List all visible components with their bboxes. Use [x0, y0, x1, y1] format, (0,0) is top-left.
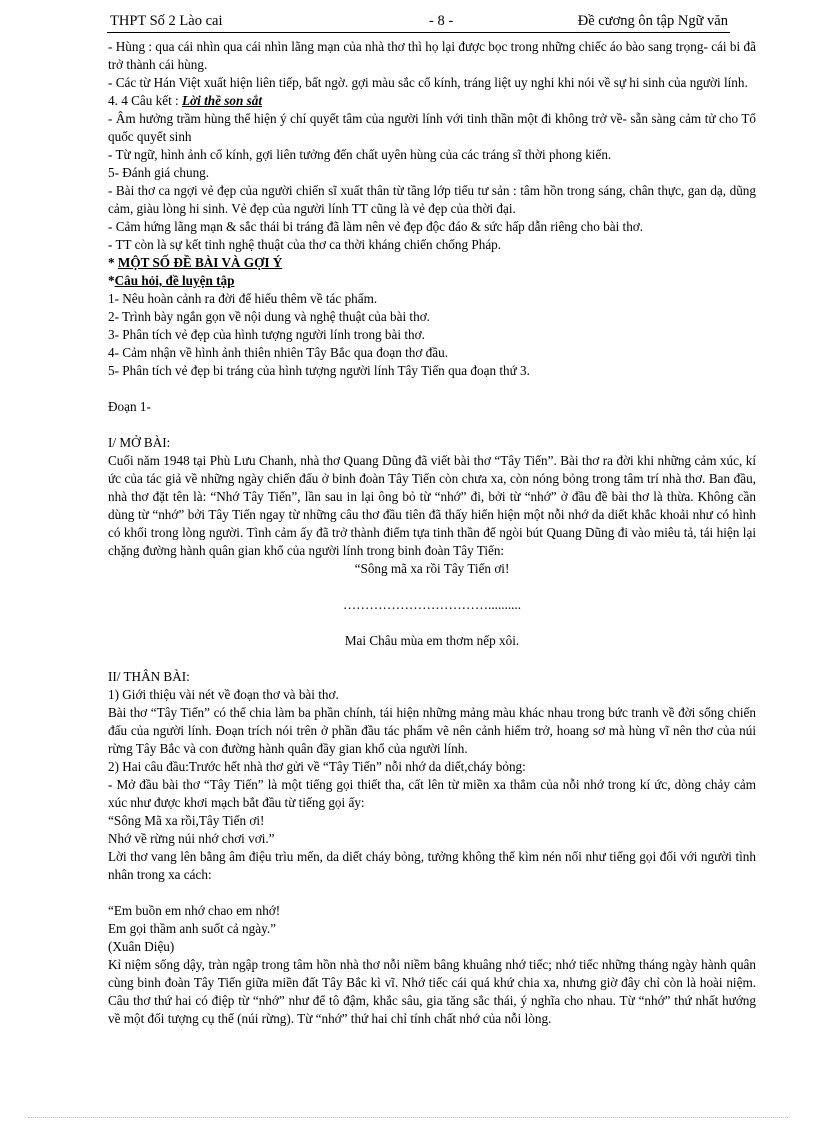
subsection-heading: [108, 92, 756, 110]
page-bottom-border: [28, 1117, 788, 1118]
verse-line: Nhớ về rừng núi nhớ chơi vơi.”: [108, 831, 275, 846]
paragraph: 5- Đánh giá chung.: [108, 165, 210, 180]
verse-line: Mai Châu mùa em thơm nếp xôi.: [344, 633, 520, 648]
paragraph: - Âm hưởng trầm hùng thể hiện ý chí quyết tâm của người lính với tinh thần một đi không trở về- sẵn sàng cảm tử cho Tổ quốc quyết sinh: [108, 111, 756, 144]
paragraph: Bài thơ “Tây Tiến” có thể chia làm ba phần chính, tái hiện những mảng màu khác nhau trong bức tranh về đời sống chiến đấu của người lính. Đoạn trích nói trên ở phần đầu tác phẩm vẽ nên cảnh hiểm trở, hoang sơ mà hùng vĩ nên thơ của núi rừng Tây Bắc và con đường hành quân đầy gian khổ của người lính.: [108, 705, 756, 756]
question-item: 1- Nêu hoàn cảnh ra đời để hiểu thêm về tác phẩm.: [108, 291, 378, 306]
verse-attribution: (Xuân Diệu): [108, 939, 175, 954]
question-item: 4- Cảm nhận về hình ảnh thiên nhiên Tây Bắc qua đoạn thơ đầu.: [108, 345, 448, 360]
ellipsis-line: ……………………………..........: [342, 597, 522, 612]
question-item: 2- Trình bày ngắn gọn về nội dung và nghệ thuật của bài thơ.: [108, 309, 430, 324]
header-subject: Đề cương ôn tập Ngữ văn: [577, 13, 728, 29]
document-body: [108, 38, 756, 1028]
paragraph: 1) Giới thiệu vài nét về đoạn thơ và bài thơ.: [108, 687, 339, 702]
question-item: 3- Phân tích vẻ đẹp của hình tượng người lính trong bài thơ.: [108, 327, 425, 342]
page-header: [107, 10, 730, 33]
header-page-number: - 8 -: [429, 13, 454, 29]
paragraph: Cuối năm 1948 tại Phù Lưu Chanh, nhà thơ Quang Dũng đã viết bài thơ “Tây Tiến”. Bài thơ ra đời khi những cảm xúc, kí ức của tác giả về những ngày chiến đấu ở binh đoàn Tây Tiến còn chưa xa, còn nóng bỏng trong tâm trí nhà thơ. Ban đầu, nhà thơ đặt tên là: “Nhớ Tây Tiến”, lần sau in lại ông bỏ từ “nhớ” đi, bởi từ “nhớ” ở đầu đề bài thơ là thừa. Không cần dùng từ “nhớ” bởi Tây Tiến ngay từ những câu thơ đầu tiên đã thấy hiển hiện một nỗi nhớ da diết khắc khoải như có hình có khối trong lòng người. Tình cảm ấy đã trở thành điểm tựa tinh thần để ngòi bút Quang Dũng đi vào miêu tả, tái hiện lại chặng đường hành quân gian khổ của người lính trong binh đoàn Tây Tiến:: [108, 453, 756, 558]
questions-title: Câu hỏi, đề luyện tập: [114, 273, 235, 288]
subsection-title: Lời thề son sắt: [182, 93, 262, 108]
passage-label: Đoạn 1-: [108, 399, 151, 414]
subsection-number: 4. 4 Câu kết :: [108, 93, 182, 108]
section-bullet: *: [108, 255, 118, 270]
header-school: THPT Số 2 Lào cai: [110, 13, 223, 29]
section-heading: [108, 254, 756, 272]
questions-heading: [108, 272, 756, 290]
section-title: MỘT SỐ ĐỀ BÀI VÀ GỢI Ý: [117, 255, 283, 270]
paragraph: - Bài thơ ca ngợi vẻ đẹp của người chiến sĩ xuất thân từ tầng lớp tiểu tư sản : tâm hồn trong sáng, chân thực, gan dạ, dũng cảm, giàu lòng hi sinh. Vẻ đẹp của người lính TT cũng là vẻ đẹp của thời đại.: [108, 183, 756, 216]
paragraph: - TT còn là sự kết tinh nghệ thuật của thơ ca thời kháng chiến chống Pháp.: [108, 237, 502, 252]
paragraph: Lời thơ vang lên bằng âm điệu trìu mến, da diết cháy bỏng, tưởng không thể kìm nén nổi như tiếng gọi đối với người tình nhân trong xa cách:: [108, 849, 756, 882]
paragraph: - Các từ Hán Việt xuất hiện liên tiếp, bất ngờ. gợi màu sắc cổ kính, tráng liệt uy nghi khi nói về sự hi sinh của người lính.: [108, 75, 748, 90]
body-heading: II/ THÂN BÀI:: [108, 669, 190, 684]
paragraph: - Cảm hứng lãng mạn & sắc thái bi tráng đã làm nên vẻ đẹp độc đáo & sức hấp dẫn riêng cho bài thơ.: [108, 219, 644, 234]
paragraph: - Hùng : qua cái nhìn qua cái nhìn lãng mạn của nhà thơ thì họ lại được bọc trong những chiếc áo bào sang trọng- cái bi đã trở thành cái hùng.: [108, 39, 756, 72]
verse-line: “Em buồn em nhớ chao em nhớ!: [108, 903, 281, 918]
paragraph: - Mở đầu bài thơ “Tây Tiến” là một tiếng gọi thiết tha, cất lên từ miền xa thẳm của nỗi nhớ trong kí ức, dòng chảy cảm xúc như được khơi mạch bắt đầu từ tiếng gọi ấy:: [108, 777, 756, 810]
paragraph: 2) Hai câu đầu:Trước hết nhà thơ gửi về “Tây Tiến” nỗi nhớ da diết,cháy bỏng:: [108, 759, 526, 774]
verse-line: “Sông Mã xa rồi,Tây Tiến ơi!: [108, 813, 265, 828]
questions-bullet: *: [108, 273, 115, 288]
verse-line: Em gọi thầm anh suốt cả ngày.”: [108, 921, 276, 936]
verse-line: “Sông mã xa rồi Tây Tiến ơi!: [354, 561, 510, 576]
question-item: 5- Phân tích vẻ đẹp bi tráng của hình tượng người lính Tây Tiến qua đoạn thứ 3.: [108, 363, 530, 378]
intro-heading: I/ MỞ BÀI:: [108, 435, 171, 450]
paragraph: Kỉ niệm sống dậy, tràn ngập trong tâm hồn nhà thơ nỗi niềm bâng khuâng nhớ tiếc; nhớ tiếc những tháng ngày hành quân cùng binh đoàn Tây Tiến giữa miền đất Tây Bắc kì vĩ. Nhớ tiếc cái quá khứ chia xa, nhưng giờ đây chỉ còn là hoài niệm. Câu thơ thứ hai có điệp từ “nhớ” như để tô đậm, khắc sâu, gia tăng sắc thái, ý nghĩa cho nhau. Từ “nhớ” thứ nhất hướng về một đối tượng cụ thể (núi rừng). Từ “nhớ” thứ hai chỉ tính chất nhớ của nỗi lòng.: [108, 957, 756, 1026]
paragraph: - Từ ngữ, hình ảnh cổ kính, gợi liên tưởng đến chất uyên hùng của các tráng sĩ thời phong kiến.: [108, 147, 612, 162]
